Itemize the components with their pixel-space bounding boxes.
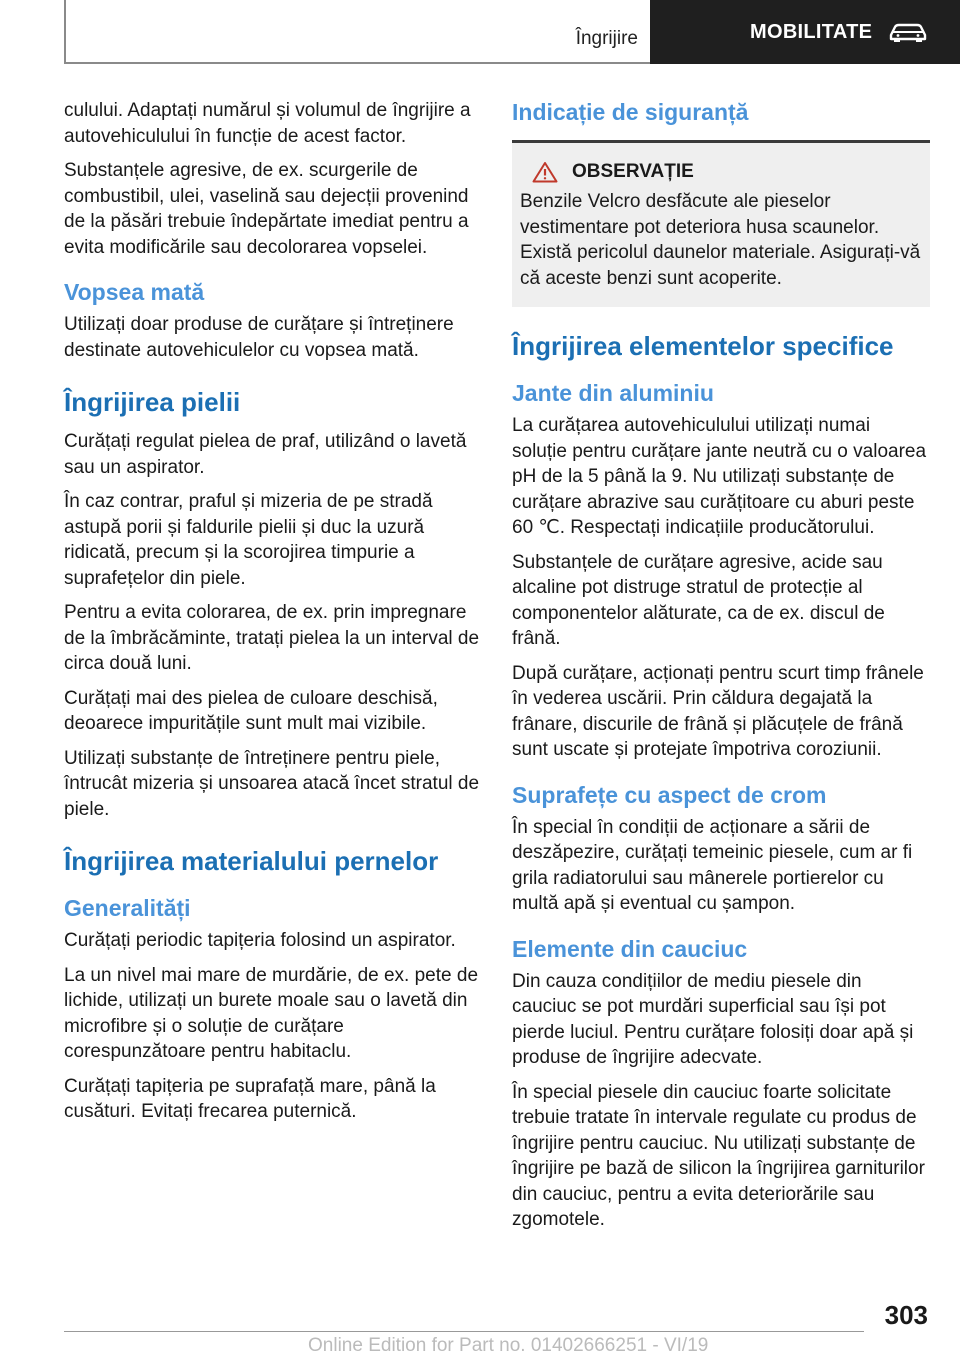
paragraph: Curățați mai des pielea de culoare deschisă, deoarece impuritățile sunt mult mai vizibile. (64, 687, 438, 734)
notice-text: Benzile Velcro desfăcute ale pieselor vestimentare pot deteriora husa scaunelor. Există pericolul daunelor materiale. Asigurați-vă că aceste benzi sunt acoperite. (520, 191, 921, 289)
notice-header (520, 161, 922, 183)
heading-rubber-elements: Elemente din cauciuc (512, 935, 748, 962)
heading-aluminium-rims: Jante din aluminiu (512, 380, 714, 406)
paragraph: Curățați regulat pielea de praf, utilizând o lavetă sau un aspirator. (64, 431, 467, 478)
heading-chrome-surfaces: Suprafețe cu aspect de crom (512, 781, 827, 808)
paragraph: La curățarea autovehiculului utilizați numai soluție pentru curățare jante neutră cu o valoarea pH de la 5 până la 9. Nu utilizați substanțe de curățare abrazive sau curățitoare cu aburi peste 60 ℃. Respectați indicațiile producătorului. (512, 415, 927, 538)
paragraph: Utilizați doar produse de curățare și întreținere destinate autovehiculelor cu vopsea mată. (64, 314, 454, 361)
paragraph: Utilizați substanțe de întreținere pentru piele, întrucât mizeria și unsoarea atacă încet stratul de piele. (64, 747, 480, 820)
heading-leather-care: Îngrijirea pielii (64, 387, 241, 417)
notice-title: OBSERVAȚIE (572, 161, 694, 182)
section-title: Îngrijire (575, 28, 638, 49)
heading-general: Generalități (64, 895, 191, 921)
right-column (512, 98, 930, 1242)
paragraph: În special în condiții de acționare a sării de deszăpezire, curățați temeinic piesele, cum ar fi grila radiatorului sau mânerele portierelor cu multă apă și eventual cu șampon. (512, 816, 913, 914)
car-icon (888, 21, 928, 43)
paragraph: Curățați periodic tapițeria folosind un aspirator. (64, 930, 456, 951)
paragraph: culului. Adaptați numărul și volumul de îngrijire a autovehiculului în funcție de acest factor. (64, 100, 471, 147)
paragraph: În special piesele din cauciuc foarte solicitate trebuie tratate în intervale regulate cu produs de îngrijire pentru cauciuc. Nu utilizați substanțe de îngrijire pe bază de silicon la îngrijirea garniturilor din cauciuc, pentru a evita deteriorările sau zgomotele. (512, 1081, 925, 1230)
paragraph: Din cauza condițiilor de mediu piesele din cauciuc se pot murdări superficial sau își pot pierde luciul. Pentru curățare folosiți doar apă și produse de îngrijire adecvate. (512, 970, 914, 1068)
chapter-tab (650, 0, 960, 64)
footer-divider (64, 1331, 864, 1332)
footer-edition: Online Edition for Part no. 01402666251 - VI/19 (308, 1335, 709, 1356)
left-column (64, 98, 482, 1134)
warning-icon (532, 161, 558, 183)
paragraph: Curățați tapițeria pe suprafață mare, până la cusături. Evitați frecarea puternică. (64, 1075, 436, 1122)
heading-safety-note: Indicație de siguranță (512, 99, 749, 125)
heading-upholstery-care: Îngrijirea materialului pernelor (64, 846, 439, 876)
paragraph: Substanțele de curățare agresive, acide sau alcaline pot distruge stratul de protecție al componentelor alăturate, ca de ex. discul de frână. (512, 551, 885, 649)
notice-box (512, 140, 930, 307)
heading-matte-paint: Vopsea mată (64, 279, 205, 305)
page-number: 303 (884, 1300, 928, 1330)
paragraph: Substanțele agresive, de ex. scurgerile de combustibil, ulei, vaselină sau dejecții provenind de la păsări trebuie îndepărtate imediat pentru a evita modificările sau decolorarea vopselei. (64, 160, 469, 258)
paragraph: Pentru a evita colorarea, de ex. prin impregnare de la îmbrăcăminte, tratați pielea la un interval de circa două luni. (64, 602, 480, 674)
paragraph: La un nivel mai mare de murdărie, de ex. pete de lichide, utilizați un burete moale sau o lavetă din microfibre și o soluție de curățare corespunzătoare pentru habitaclu. (64, 964, 479, 1062)
paragraph: După curățare, acționați pentru scurt timp frânele în vederea uscării. Prin căldura degajată la frânare, discurile de frână și plăcuțele de frână sunt uscate și protejate împotriva coroziunii. (512, 662, 924, 760)
paragraph: În caz contrar, praful și mizeria de pe stradă astupă porii și faldurile pielii și duc la uzură ridicată, precum și la scorojirea timpurie a suprafețelor din piele. (64, 491, 433, 589)
heading-specific-elements: Îngrijirea elementelor specifice (512, 331, 894, 361)
chapter-tab-label: MOBILITATE (750, 20, 873, 43)
